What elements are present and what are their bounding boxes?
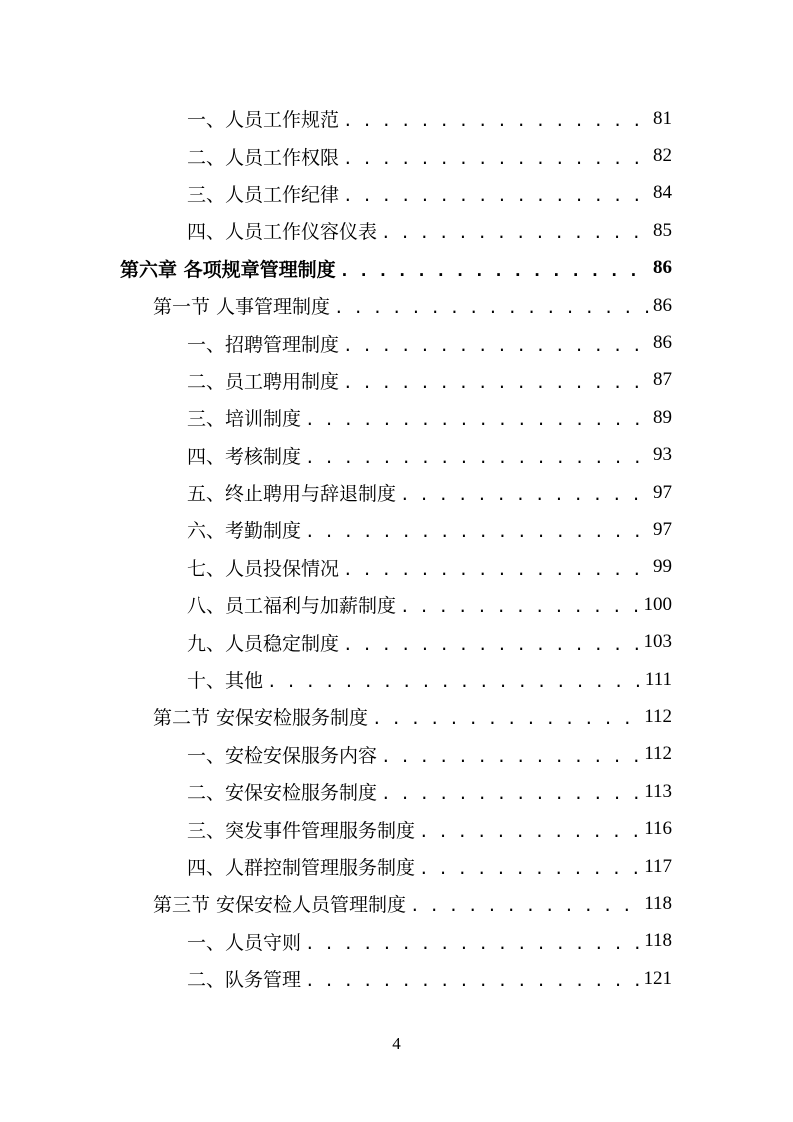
toc-entry-page: 81	[653, 107, 672, 129]
toc-entry[interactable]	[0, 960, 793, 997]
toc-entry-page: 86	[653, 332, 672, 354]
toc-entry-label: 八、员工福利与加薪制度	[187, 595, 397, 618]
toc-entry[interactable]	[0, 923, 793, 960]
toc-entry-label: 二、队务管理	[187, 969, 302, 992]
table-of-contents	[0, 100, 793, 997]
toc-entry-page: 100	[643, 593, 672, 615]
toc-entry-page: 84	[653, 182, 672, 204]
toc-entry-page: 85	[653, 219, 672, 241]
toc-entry-label: 一、安检安保服务内容	[187, 744, 378, 767]
toc-section-entry[interactable]	[0, 287, 793, 324]
dot-leader	[410, 892, 640, 915]
toc-entry-page: 87	[653, 369, 672, 391]
toc-entry-page: 93	[653, 444, 672, 466]
dot-leader	[267, 668, 641, 691]
toc-entry-page: 111	[644, 668, 672, 690]
toc-entry-page: 97	[653, 518, 672, 540]
toc-entry[interactable]	[0, 137, 793, 174]
toc-entry[interactable]	[0, 848, 793, 885]
dot-leader	[381, 743, 640, 766]
toc-entry-label: 二、员工聘用制度	[187, 370, 340, 393]
dot-leader	[340, 257, 649, 280]
toc-entry[interactable]	[0, 474, 793, 511]
toc-entry-page: 117	[644, 855, 672, 877]
dot-leader	[343, 332, 649, 355]
toc-entry-label: 二、人员工作权限	[187, 146, 340, 169]
page-number: 4	[392, 1034, 401, 1053]
toc-entry-page: 118	[644, 892, 672, 914]
toc-entry-label: 四、人群控制管理服务制度	[187, 857, 416, 879]
toc-entry-label: 第三节 安保安检人员管理制度	[153, 894, 407, 917]
toc-entry-page: 86	[653, 257, 672, 279]
toc-entry-label: 一、人员工作规范	[187, 109, 340, 132]
toc-entry-label: 第六章 各项规章管理制度	[120, 258, 336, 281]
dot-leader	[305, 444, 649, 467]
toc-entry-label: 四、人员工作仪容仪表	[187, 221, 378, 244]
dot-leader	[419, 818, 640, 841]
toc-entry-label: 七、人员投保情况	[187, 557, 340, 580]
toc-entry[interactable]	[0, 212, 793, 249]
toc-section-entry[interactable]	[0, 698, 793, 735]
toc-entry-page: 103	[643, 631, 672, 653]
dot-leader	[334, 294, 649, 317]
toc-entry-label: 一、人员守则	[187, 931, 302, 954]
toc-entry-label: 第二节 安保安检服务制度	[153, 707, 369, 730]
toc-entry-label: 第一节 人事管理制度	[153, 296, 331, 319]
dot-leader	[305, 967, 639, 990]
dot-leader	[343, 556, 649, 579]
toc-entry-page: 121	[643, 967, 672, 989]
toc-entry-label: 三、突发事件管理服务制度	[187, 819, 416, 842]
toc-entry[interactable]	[0, 810, 793, 847]
dot-leader	[400, 593, 639, 616]
toc-entry[interactable]	[0, 549, 793, 586]
toc-entry-label: 六、考勤制度	[187, 520, 302, 543]
toc-chapter-entry[interactable]	[0, 250, 793, 287]
toc-entry[interactable]	[0, 661, 793, 698]
toc-entry-label: 三、培训制度	[187, 408, 302, 431]
dot-leader	[400, 481, 649, 504]
toc-entry-label: 十、其他	[187, 670, 264, 693]
toc-entry-page: 112	[644, 705, 672, 727]
toc-entry-label: 九、人员稳定制度	[187, 632, 340, 655]
dot-leader	[381, 219, 649, 242]
dot-leader	[343, 631, 639, 654]
toc-entry[interactable]	[0, 511, 793, 548]
toc-entry[interactable]	[0, 175, 793, 212]
dot-leader	[305, 406, 649, 429]
toc-entry[interactable]	[0, 773, 793, 810]
toc-entry-page: 86	[653, 294, 672, 316]
toc-entry[interactable]	[0, 586, 793, 623]
toc-entry[interactable]	[0, 324, 793, 361]
toc-entry-label: 三、人员工作纪律	[187, 183, 340, 206]
toc-entry[interactable]	[0, 399, 793, 436]
dot-leader	[419, 855, 640, 878]
toc-entry[interactable]	[0, 362, 793, 399]
dot-leader	[343, 107, 649, 130]
dot-leader	[343, 369, 649, 392]
dot-leader	[381, 780, 640, 803]
toc-entry[interactable]	[0, 736, 793, 773]
toc-entry[interactable]	[0, 100, 793, 137]
toc-entry-label: 一、招聘管理制度	[187, 333, 340, 356]
dot-leader	[305, 518, 649, 541]
toc-entry-page: 116	[644, 818, 672, 840]
toc-entry-page: 118	[644, 930, 672, 952]
toc-entry-page: 97	[653, 481, 672, 503]
toc-entry-label: 二、安保安检服务制度	[187, 782, 378, 805]
dot-leader	[305, 930, 640, 953]
toc-entry[interactable]	[0, 623, 793, 660]
toc-entry-label: 四、考核制度	[187, 445, 302, 468]
dot-leader	[343, 182, 649, 205]
toc-entry-page: 82	[653, 145, 672, 167]
toc-entry-page: 89	[653, 406, 672, 428]
toc-section-entry[interactable]	[0, 885, 793, 922]
dot-leader	[372, 705, 640, 728]
toc-entry-page: 113	[644, 780, 672, 802]
toc-entry[interactable]	[0, 437, 793, 474]
dot-leader	[343, 145, 649, 168]
toc-entry-label: 五、终止聘用与辞退制度	[187, 483, 397, 506]
toc-entry-page: 99	[653, 556, 672, 578]
toc-entry-page: 112	[644, 743, 672, 765]
